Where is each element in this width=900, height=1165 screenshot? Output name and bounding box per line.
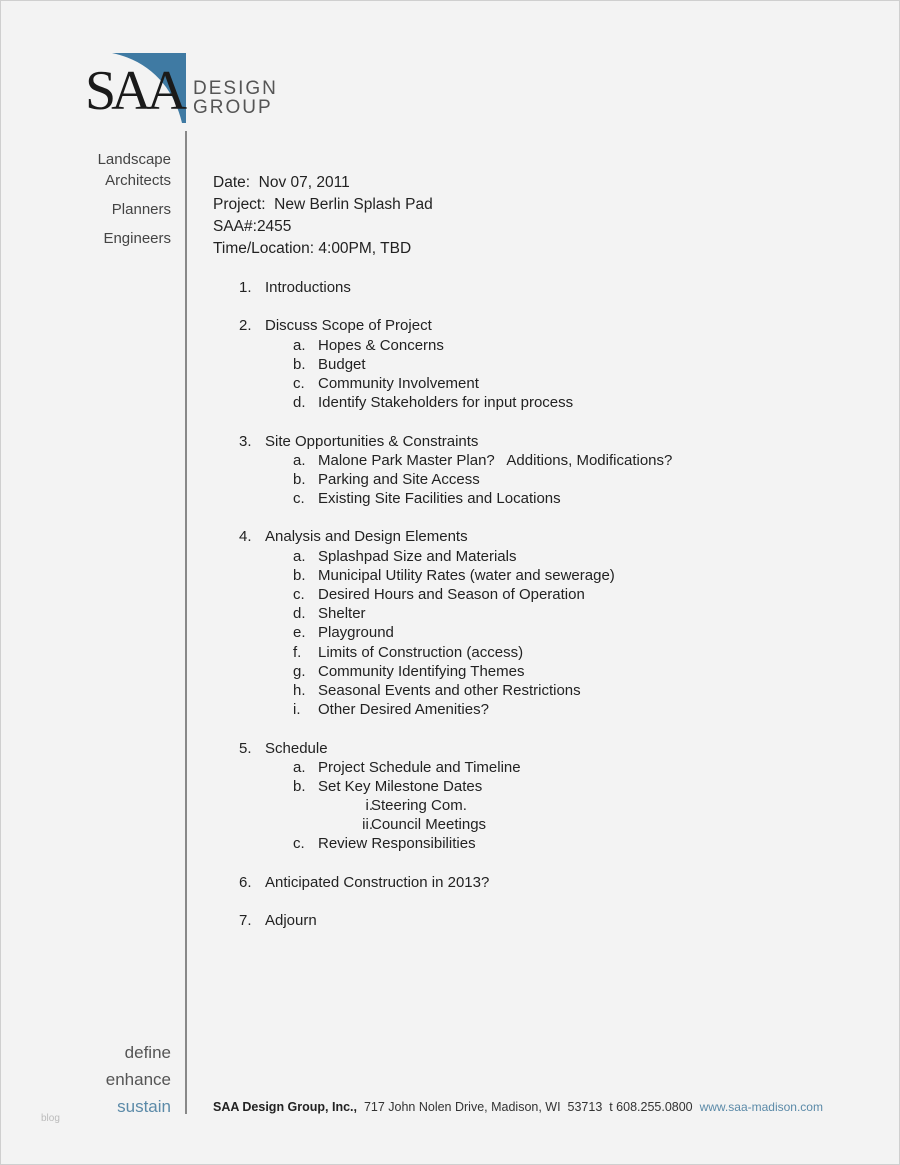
subitem-text: Playground [318,624,394,642]
subitem-text: Budget [318,355,366,373]
agenda-line [213,355,813,374]
agenda-line [213,547,813,566]
subitem-letter: c. [293,586,305,603]
logo-line1: DESIGN [193,78,278,99]
item-number: 6. [239,873,252,891]
agenda-item [213,432,813,509]
divider-line [185,131,187,1114]
subsubitem-text: Steering Com. [371,797,467,815]
subitem-letter: g. [293,662,306,680]
subitem-letter: h. [293,681,306,699]
agenda-line [213,336,813,355]
subsubitem-text: Council Meetings [371,816,487,834]
subitem-text: Project Schedule and Timeline [318,758,521,776]
agenda-item [213,873,813,892]
subitem-text: Other Desired Amenities? [318,701,489,719]
sidebar-planners: Planners [111,201,171,218]
subsubitem-numeral: i. [365,797,373,815]
subitem-text: Shelter [318,605,366,623]
tagline-sustain: sustain [117,1097,171,1116]
item-number: 1. [239,279,252,296]
agenda-line [213,489,813,508]
agenda-line [213,470,813,489]
subitem-letter: i. [293,701,301,719]
agenda-line [213,643,813,662]
subitem-text: Desired Hours and Season of Operation [318,586,585,603]
watermark: blog [41,1113,60,1124]
agenda-line [213,623,813,642]
agenda-line [213,873,813,892]
footer-website-link[interactable]: www.saa-madison.com [699,1100,823,1114]
subitem-text: Malone Park Master Plan? Additions, Modifications? [318,451,673,469]
meeting-saa-number: SAA#:2455 [213,218,292,235]
subitem-text: Limits of Construction (access) [318,643,524,661]
item-text: Discuss Scope of Project [265,317,432,335]
sidebar-engineers: Engineers [103,230,171,247]
subitem-text: Identify Stakeholders for input process [318,394,574,412]
subitem-letter: b. [293,777,306,795]
subitem-letter: e. [293,624,306,642]
agenda-line [213,911,813,930]
agenda-item [213,316,813,412]
subitem-text: Existing Site Facilities and Locations [318,490,561,508]
meeting-date: Date: Nov 07, 2011 [213,174,350,191]
item-text: Adjourn [265,912,317,930]
subitem-letter: a. [293,336,306,354]
agenda-line [213,662,813,681]
item-text: Analysis and Design Elements [265,528,468,546]
subitem-letter: d. [293,605,306,623]
sidebar-architects: Architects [105,172,171,189]
subitem-letter: c. [293,374,305,392]
agenda-line [213,278,813,297]
item-text: Anticipated Construction in 2013? [265,873,490,891]
subitem-letter: b. [293,566,306,584]
item-text: Schedule [265,739,328,757]
item-number: 2. [239,317,252,335]
agenda-line [213,316,813,335]
agenda-line [213,739,813,758]
subitem-letter: f. [293,643,302,661]
item-number: 4. [239,528,252,546]
subitem-text: Splashpad Size and Materials [318,547,517,565]
meeting-project: Project: New Berlin Splash Pad [213,196,433,213]
agenda-line [213,374,813,393]
subitem-text: Set Key Milestone Dates [318,777,483,795]
subitem-letter: b. [293,355,306,373]
agenda-line [213,834,813,853]
agenda-line [213,777,813,796]
item-number: 5. [239,739,252,757]
subitem-text: Community Involvement [318,374,479,392]
agenda-line [213,432,813,451]
agenda-item [213,911,813,930]
meeting-header [213,172,433,260]
item-number: 3. [239,432,252,450]
subitem-text: Municipal Utility Rates (water and sewerage) [318,566,615,584]
item-text: Site Opportunities & Constraints [265,432,479,450]
subitem-text: Community Identifying Themes [318,662,525,680]
logo-line2: GROUP [193,97,273,118]
sidebar-landscape: Landscape [97,151,171,168]
footer-address [213,1100,823,1114]
logo-mark: SAA [85,60,183,122]
saa-logo [85,53,278,123]
subitem-text: Review Responsibilities [318,835,476,853]
subitem-text: Seasonal Events and other Restrictions [318,681,581,699]
agenda-item [213,739,813,854]
subitem-letter: a. [293,758,306,776]
subsubitem-numeral: ii. [362,816,373,834]
tagline-enhance: enhance [105,1070,171,1089]
agenda-line [213,700,813,719]
subitem-letter: a. [293,547,306,565]
agenda-line [213,796,813,815]
subitem-letter: d. [293,394,306,412]
item-number: 7. [239,912,252,930]
agenda-line [213,604,813,623]
tagline-define: define [124,1043,171,1062]
agenda-line [213,758,813,777]
subitem-letter: b. [293,470,306,488]
agenda-line [213,681,813,700]
subitem-letter: c. [293,490,305,508]
agenda-list [213,278,813,950]
meeting-time-location: Time/Location: 4:00PM, TBD [213,240,412,257]
subitem-text: Hopes & Concerns [318,336,444,354]
agenda-line [213,815,813,834]
subitem-text: Parking and Site Access [318,470,480,488]
agenda-item [213,527,813,719]
footer-company: SAA Design Group, Inc., [213,1100,357,1114]
agenda-line [213,393,813,412]
agenda-line [213,585,813,604]
footer-street: 717 John Nolen Drive, Madison, WI 53713 [357,1100,603,1114]
item-text: Introductions [265,279,351,296]
subitem-letter: a. [293,451,306,469]
agenda-item [213,278,813,297]
subitem-letter: c. [293,835,305,853]
agenda-line [213,566,813,585]
agenda-line [213,451,813,470]
agenda-line [213,527,813,546]
footer-phone: t 608.255.0800 [602,1100,700,1114]
